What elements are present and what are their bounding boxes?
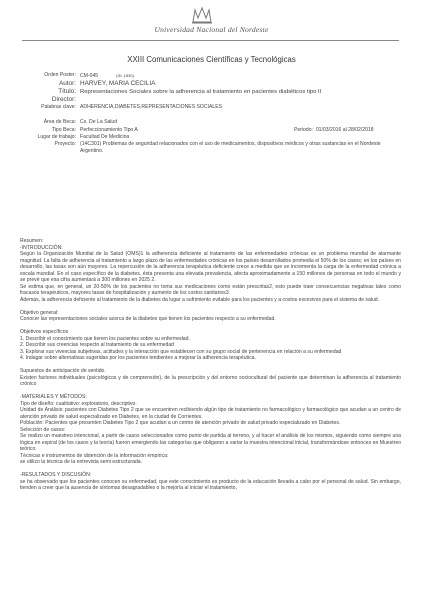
introduccion-heading: -INTRODUCCIÓN:: [20, 244, 63, 251]
objetivo-general-heading: Objetivo general:: [20, 309, 59, 316]
orden-label: Orden Poster:: [44, 72, 76, 78]
intro-paragraph-1: Según la Organización Mundial de la Salud (OMS)1 la adherencia deficiente al tratamiento de las enfermedades crónicas es un problema mundial de alarmante magnitud. La falta de adherencia al tratamiento a largo plazo de las enfermedades crónicas en los países desarrollados promedia el 50% de los casos; en los países en desarrollo, las tasas son aún mayores. La repercusión de la adherencia terapéutica deficiente crece a medida que se incrementa la carga de la enfermedad crónica a escala mundial. En el caso específico de la diabetes, ésta presenta una elevada prevalencia, afecta aproximadamente a 150 millones de personas en todo el mundo y se prevé que esa cifra aumentará a 300 millones en 2025 2.: [20, 251, 401, 283]
unidad-analisis: Unidad de Análisis: pacientes con Diabetes Tipo 2 que se encuentren recibiendo algún tipo de tratamiento no farmacológico y farmacológico que acudan a un centro de atención privado de salud especializado en Diabetes, en la ciudad de Corrientes.: [20, 407, 401, 420]
tipo-value: Perfeccionamiento Tipo A: [80, 126, 138, 133]
university-name: Universidad Nacional del Nordeste: [154, 25, 269, 34]
orden-row: [20, 72, 399, 80]
area-value: Cs. De La Salud: [80, 119, 118, 126]
intro-paragraph-3: Además, la adherencia deficiente al tratamiento de la diabetes da lugar a sufrimiento evitable para los pacientes y a costos excesivos para el sistema de salud.: [20, 296, 380, 303]
palabras-value: ADHERENCIA,DIABETES,REPRESENTACIONES SOCIALES: [80, 104, 222, 111]
autor-label: Autor:: [58, 80, 76, 88]
autor-row: [20, 80, 399, 88]
area-label: Área de Beca:: [43, 119, 76, 126]
objetivo-1: 1. Describir el conocimiento que tienen los pacientes sobre su enfermedad.: [20, 335, 190, 342]
objetivos-especificos-heading: Objetivos específicos: [20, 329, 69, 335]
objetivo-3: 3. Explorar sus vivencias subjetivas, actitudes y la interacción que establecen con su grupo social de pertenencia en relación a su enfermedad: [20, 348, 342, 355]
palabras-label: Palabras clave:: [41, 104, 76, 111]
objetivo-general-text: Conocer las representaciones sociales acerca de la diabetes que tienen los pacientes respecto a su enfermedad.: [20, 316, 276, 322]
periodo-label: Periodo:: [294, 126, 313, 133]
proyecto-row: [20, 141, 399, 155]
titulo-value: Representaciones Sociales sobre la adherencia al tratamiento en pacientes diabéticos tipo II: [80, 89, 322, 96]
lugar-value: Facultad De Medicina: [80, 133, 130, 140]
palabras-row: [20, 104, 399, 111]
director-label: Director:: [51, 96, 76, 104]
tecnicas-text: se utilizo la técnica de la entrevista semi estructurada.: [20, 459, 143, 465]
proyecto-value: (14C301) Problemas de seguridad relacionados con el uso de medicamentos, dispositivos médicos y otras sustancias en el Nordeste Argentino.: [80, 141, 381, 155]
supuestos-heading: Supuestos de anticipación de sentido.: [20, 368, 106, 374]
lugar-label: Lugar de trabajo:: [37, 133, 76, 140]
orden-id: (ID: 1830): [116, 73, 134, 78]
tecnicas-heading: Técnicas e instrumentos de obtención de la información empírica:: [20, 452, 169, 459]
abstract-body: [20, 238, 401, 492]
seleccion-heading: Selección de casos:: [20, 426, 66, 433]
conference-title: XXIII Comunicaciones Científicas y Tecnológicas: [127, 55, 296, 64]
resumen-heading: Resumen:: [20, 238, 44, 244]
orden-value: CM-045: [80, 73, 99, 79]
university-logo-icon: [191, 6, 213, 24]
tipo-label: Tipo Beca:: [51, 126, 76, 133]
area-row: [20, 119, 399, 126]
tipo-row: [20, 127, 399, 134]
seleccion-text: Se realizo un muestreo intencional, a partir de casos seleccionados como punto de partida al terreno, y al hacer el análisis de los mismos, siguiendo como siempre una lógica en espiral (de los casos y la teoría) fueron emergiendo las categorías que obligaron a variar la muestra intencional inicial, transformándose entonces en Muestreo teórico.: [20, 433, 401, 452]
intro-paragraph-2: Se estima que, en general, un 20-50% de los pacientes no toma sus medicaciones como están prescritas2, esto puede traer consecuencias negativas tales como fracasos terapéuticos, mayores tasas de hospitalización y aumento de los costos sanitarios3.: [20, 283, 401, 296]
tipo-diseno: Tipo de diseño: cualitativo: exploratorio, descriptivo.: [20, 400, 137, 407]
periodo: [294, 127, 374, 134]
titulo-label: Título:: [58, 88, 76, 96]
objetivo-2: 2. Describir sus creencias respecto al tratamiento de su enfermedad: [20, 342, 175, 348]
supuestos-text: Existen factores individuales (psicológicos y de comprensión), de la prescripción y del entorno sociocultural del paciente que determinan la adherencia al tratamiento crónico: [20, 374, 401, 387]
director-row: [20, 96, 399, 104]
materiales-heading: -MATERIALES Y MÉTODOS:: [20, 394, 87, 400]
titulo-row: [20, 88, 399, 96]
poblacion: Población: Pacientes que presenten Diabetes Tipo 2 que acudan a un centro de atención privado de salud privado especializado en Diabetes.: [20, 420, 341, 426]
poster-metadata: [20, 72, 399, 155]
periodo-value: 01/03/2016 al 28/02/2018: [315, 126, 374, 133]
autor-value: HARVEY, MARIA CECILIA: [80, 80, 156, 88]
lugar-row: [20, 134, 399, 141]
header-divider: [22, 40, 399, 41]
objetivo-4: 4. Indagar sobre alternativas sugeridas por los pacientes tendientes a mejorar la adherencia terapéutica.: [20, 355, 256, 361]
proyecto-label: Proyecto:: [54, 141, 76, 148]
resultados-text: se ha observado que los pacientes conocen su enfermedad, que este conocimiento es producto de la educación llevada a cabo por el personal de salud. Sin embargo, tienden a creer que la ausencia de síntomas desagradables o la mejoría al iniciar el tratamiento,: [20, 478, 401, 491]
resultados-heading: -RESULTADOS Y DISCUSIÓN:: [20, 472, 92, 478]
